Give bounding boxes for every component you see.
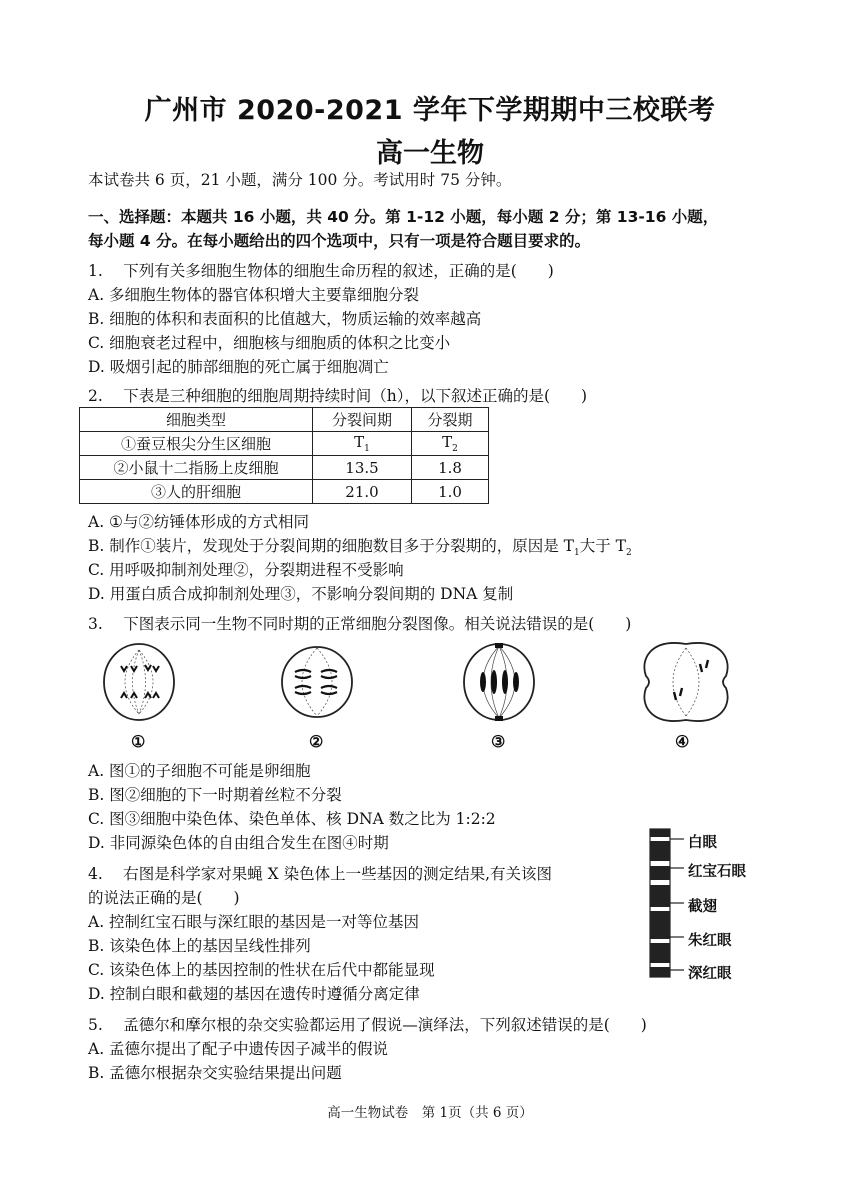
gene-label-cut-wing: 截翅 xyxy=(688,899,717,915)
table-header: 细胞类型 xyxy=(80,408,313,432)
diagram-label-2: ② xyxy=(309,732,324,751)
question-1-option-a: A. 多细胞生物体的器官体积增大主要靠细胞分裂 xyxy=(88,286,420,304)
page-footer: 高一生物试卷 第 1页（共 6 页） xyxy=(327,1105,533,1121)
diagram-label-3: ③ xyxy=(491,732,506,751)
gene-label-ruby-eye: 红宝石眼 xyxy=(688,864,746,880)
cell-cycle-table xyxy=(79,407,489,504)
table-cell: 13.5 xyxy=(313,456,412,480)
question-3-option-c: C. 图③细胞中染色体、染色单体、核 DNA 数之比为 1:2:2 xyxy=(88,810,496,828)
table-cell: ①蚕豆根尖分生区细胞 xyxy=(80,432,313,456)
table-row xyxy=(80,456,489,480)
table-row xyxy=(80,480,489,504)
table-header-row xyxy=(80,408,489,432)
exam-intro: 本试卷共 6 页，21 小题，满分 100 分。考试用时 75 分钟。 xyxy=(88,171,512,189)
question-5-option-b: B. 孟德尔根据杂交实验结果提出问题 xyxy=(88,1064,342,1082)
question-1-option-c: C. 细胞衰老过程中，细胞核与细胞质的体积之比变小 xyxy=(88,334,451,352)
question-4-option-d: D. 控制白眼和截翅的基因在遗传时遵循分离定律 xyxy=(88,985,420,1003)
table-row xyxy=(80,432,489,456)
question-1-option-d: D. 吸烟引起的肺部细胞的死亡属于细胞凋亡 xyxy=(88,358,389,376)
table-cell: 1.0 xyxy=(412,480,489,504)
gene-label-vermilion-eye: 朱红眼 xyxy=(688,933,732,949)
question-4-option-c: C. 该染色体上的基因控制的性状在后代中都能显现 xyxy=(88,961,435,979)
x-chromosome-gene-map xyxy=(648,827,828,982)
question-1-stem: 1. 下列有关多细胞生物体的细胞生命历程的叙述，正确的是( ) xyxy=(88,262,554,280)
question-2-option-a: A. ①与②纺锤体形成的方式相同 xyxy=(88,513,309,531)
exam-subject: 高一生物 xyxy=(376,138,484,169)
gene-label-white-eye: 白眼 xyxy=(688,835,717,851)
question-2-option-d: D. 用蛋白质合成抑制剂处理③，不影响分裂间期的 DNA 复制 xyxy=(88,585,514,603)
cell-division-diagram-1 xyxy=(101,640,177,724)
table-cell: $T_2$ xyxy=(412,432,489,456)
question-2-stem: 2. 下表是三种细胞的细胞周期持续时间（h），以下叙述正确的是( ) xyxy=(88,387,588,405)
section-heading-cont: 每小题 4 分。在每小题给出的四个选项中，只有一项是符合题目要求的。 xyxy=(88,232,591,250)
table-cell: ③人的肝细胞 xyxy=(80,480,313,504)
table-cell: 21.0 xyxy=(313,480,412,504)
table-cell: ②小鼠十二指肠上皮细胞 xyxy=(80,456,313,480)
question-4-stem-cont: 的说法正确的是( ) xyxy=(88,889,240,907)
question-3-stem: 3. 下图表示同一生物不同时期的正常细胞分裂图像。相关说法错误的是( ) xyxy=(88,615,632,633)
gene-label-carmine-eye: 深红眼 xyxy=(688,966,732,982)
table-cell: $T_1$ xyxy=(313,432,412,456)
question-5-option-a: A. 孟德尔提出了配子中遗传因子减半的假说 xyxy=(88,1040,389,1058)
section-heading: 一、选择题：本题共 16 小题，共 40 分。第 1-12 小题，每小题 2 分；第 13-16 小题， xyxy=(88,208,719,226)
exam-title: 广州市 2020-2021 学年下学期期中三校联考 xyxy=(144,95,716,126)
question-4-option-b: B. 该染色体上的基因呈线性排列 xyxy=(88,937,311,955)
question-5-stem: 5. 孟德尔和摩尔根的杂交实验都运用了假说—演绎法，下列叙述错误的是( ) xyxy=(88,1016,647,1034)
question-3-option-d: D. 非同源染色体的自由组合发生在图④时期 xyxy=(88,834,389,852)
question-4-option-a: A. 控制红宝石眼与深红眼的基因是一对等位基因 xyxy=(88,913,420,931)
question-2-option-b: B. 制作①装片，发现处于分裂间期的细胞数目多于分裂期的，原因是 $T_1$大于 $T_2$ xyxy=(88,537,632,559)
diagram-label-1: ① xyxy=(131,732,146,751)
table-header: 分裂期 xyxy=(412,408,489,432)
cell-division-diagram-3 xyxy=(461,640,537,724)
cell-division-diagram-4 xyxy=(640,640,732,724)
question-3-option-a: A. 图①的子细胞不可能是卵细胞 xyxy=(88,762,311,780)
question-3-option-b: B. 图②细胞的下一时期着丝粒不分裂 xyxy=(88,786,342,804)
question-4-stem: 4. 右图是科学家对果蝇 X 染色体上一些基因的测定结果,有关该图 xyxy=(88,865,553,883)
question-1-option-b: B. 细胞的体积和表面积的比值越大，物质运输的效率越高 xyxy=(88,310,482,328)
table-header: 分裂间期 xyxy=(313,408,412,432)
question-2-option-c: C. 用呼吸抑制剂处理②，分裂期进程不受影响 xyxy=(88,561,404,579)
diagram-label-4: ④ xyxy=(675,732,690,751)
cell-division-diagram-2 xyxy=(279,640,355,724)
table-cell: 1.8 xyxy=(412,456,489,480)
